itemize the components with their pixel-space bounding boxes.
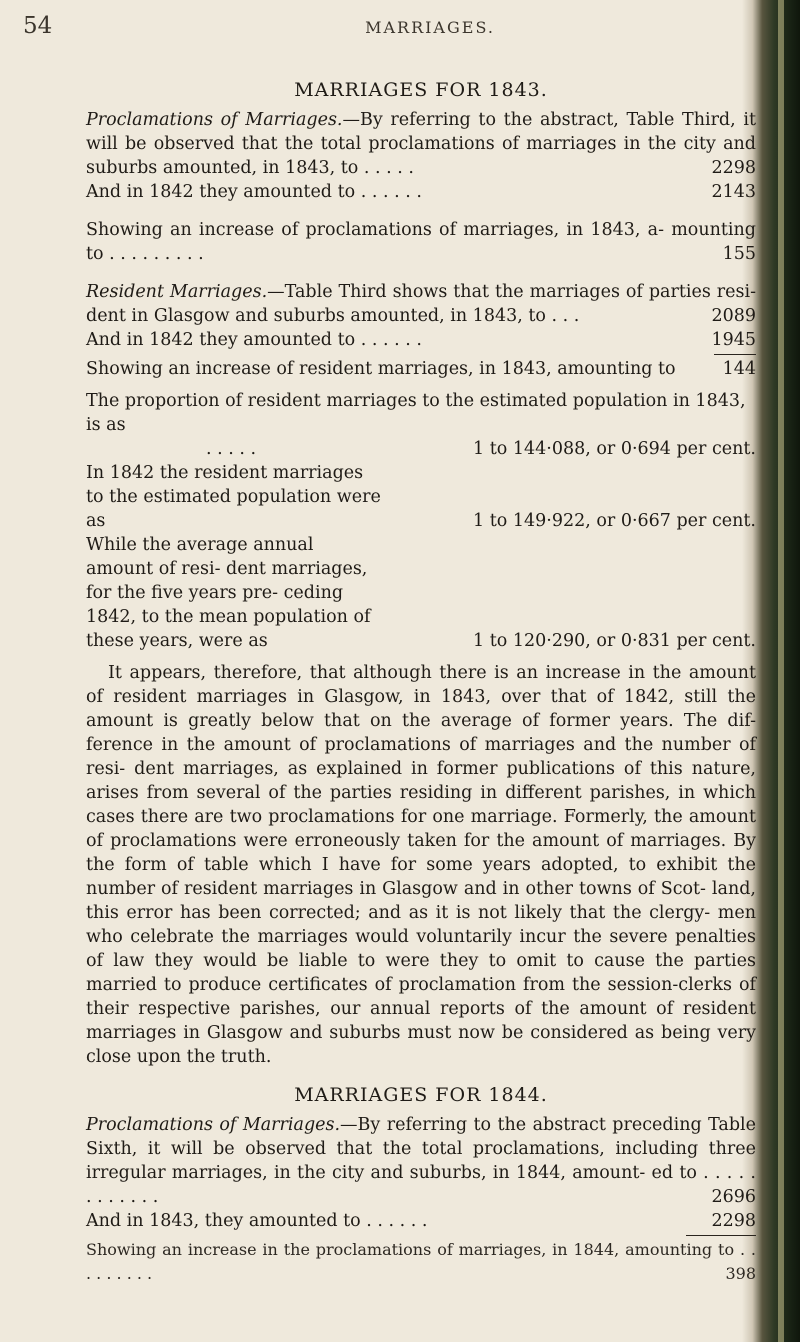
proclamations-1844-paragraph bbox=[86, 1113, 756, 1209]
proclamations-increase-value: 155 bbox=[722, 244, 756, 264]
proclamations-text-2: And in 1842 they amounted to bbox=[86, 182, 356, 202]
heading-1844: MARRIAGES FOR 1844. bbox=[294, 1084, 548, 1106]
spine-highlight bbox=[778, 0, 784, 1342]
leader-dots: . . . . . bbox=[363, 158, 414, 178]
resident-1842-row bbox=[86, 328, 756, 352]
proclamations-text-1: —By referring to the abstract, Table Third, it will be observed that the total proclamations of marriages in the city and suburbs amounted, in 1843, to bbox=[86, 110, 756, 178]
proclamations-1844-increase-value: 398 bbox=[725, 1264, 756, 1283]
proclamations-lead: Proclamations of Marriages. bbox=[86, 110, 343, 130]
leader-dots: . . . . . bbox=[206, 439, 257, 459]
heading-1843: MARRIAGES FOR 1843. bbox=[294, 79, 548, 101]
resident-value-2: 1945 bbox=[711, 330, 756, 350]
resident-increase-value: 144 bbox=[722, 359, 756, 379]
running-title: MARRIAGES. bbox=[365, 18, 495, 37]
resident-increase-text: Showing an increase of resident marriages, in 1843, amounting to bbox=[86, 359, 676, 379]
proportion-1842-label: In 1842 the resident marriages to the estimated population were as bbox=[86, 463, 381, 531]
proclamations-1844-text-2: And in 1843, they amounted to bbox=[86, 1211, 361, 1231]
leader-dots: . . . . . . bbox=[360, 182, 422, 202]
proportion-1842-value: 1 to 149·922, or 0·667 per cent. bbox=[473, 511, 756, 531]
proclamations-1844-lead: Proclamations of Marriages. bbox=[86, 1115, 341, 1135]
proclamations-1843-paragraph bbox=[86, 108, 756, 180]
resident-value-1: 2089 bbox=[711, 306, 756, 326]
leader-dots: . . . . . . bbox=[366, 1211, 428, 1231]
proportion-1843-row bbox=[86, 389, 756, 437]
proclamations-increase-row bbox=[86, 218, 756, 266]
leader-dots: . . . . . . . . . bbox=[109, 244, 204, 264]
leader-dots: . . . . . . bbox=[360, 330, 422, 350]
proportion-1842-row bbox=[86, 461, 756, 533]
proportion-average-row bbox=[86, 533, 756, 653]
proportion-average-value: 1 to 120·290, or 0·831 per cent. bbox=[473, 631, 756, 651]
proclamations-1844-value-2: 2298 bbox=[711, 1211, 756, 1231]
resident-increase-row bbox=[86, 357, 756, 381]
proportion-average-label: While the average annual amount of resi- dent marriages, for the five years pre- ceding 1842, to the mean population of these years, were as bbox=[86, 535, 371, 651]
page-number: 54 bbox=[23, 13, 53, 39]
proclamations-increase-text: Showing an increase of proclamations of marriages, in 1843, a- mounting to bbox=[86, 220, 756, 264]
resident-lead: Resident Marriages. bbox=[86, 282, 268, 302]
proportion-1843-value: 1 to 144·088, or 0·694 per cent. bbox=[473, 439, 756, 459]
proclamations-value-2: 2143 bbox=[711, 182, 756, 202]
proclamations-value-1: 2298 bbox=[711, 158, 756, 178]
proclamations-1844-value-1: 2696 bbox=[711, 1187, 756, 1207]
resident-text-1: —Table Third shows that the marriages of parties resi- dent in Glasgow and suburbs amounted, in 1843, to bbox=[86, 282, 756, 326]
leader-dots: . . . bbox=[551, 306, 580, 326]
sum-rule-1844 bbox=[686, 1235, 756, 1236]
proclamations-1844-text-1: —By referring to the abstract preceding Table Sixth, it will be observed that the total proclamations, including three irregular marriages, in the city and suburbs, in 1844, amount- ed to bbox=[86, 1115, 756, 1183]
sum-rule bbox=[714, 354, 756, 355]
leader-dots: . . . . . . . . . . . . bbox=[86, 1163, 756, 1207]
resident-1843-paragraph bbox=[86, 280, 756, 328]
leader-dots: . . . . . . . . . bbox=[86, 1240, 757, 1283]
proclamations-1843-compare-row bbox=[86, 1209, 756, 1233]
proclamations-1844-increase-text: Showing an increase in the proclamations of marriages, in 1844, amounting to bbox=[86, 1240, 735, 1259]
page-content bbox=[86, 78, 756, 1286]
proclamations-1842-row bbox=[86, 180, 756, 204]
resident-text-2: And in 1842 they amounted to bbox=[86, 330, 356, 350]
proclamations-1844-increase-row bbox=[86, 1238, 756, 1286]
discussion-paragraph: It appears, therefore, that although there is an increase in the amount of resident marriages in Glasgow, in 1843, over that of 1842, still the amount is greatly below that on the average of former years. The dif- ference in the amount of proclamations of marriages and the number of resi- dent marriages, as explained in former publications of this nature, arises from several of the parties residing in different parishes, in which cases there are two proclamations for one marriage. Formerly, the amount of proclamations were erroneously taken for the amount of marriages. By the form of table which I have for some years adopted, to exhibit the number of resident marriages in Glasgow and in other towns of Scot- land, this error has been corrected; and as it is not likely that the clergy- men who celebrate the marriages would voluntarily incur the severe penalties of law they would be liable to were they to omit to cause the parties married to produce certificates of proclamation from the session-clerks of their respective parishes, our annual reports of the amount of resident marriages in Glasgow and suburbs must now be considered as being very close upon the truth. bbox=[86, 663, 756, 1067]
proportion-1843-value-row bbox=[86, 437, 756, 461]
proportion-1843-label: The proportion of resident marriages to the estimated population in 1843, is as bbox=[86, 391, 746, 435]
